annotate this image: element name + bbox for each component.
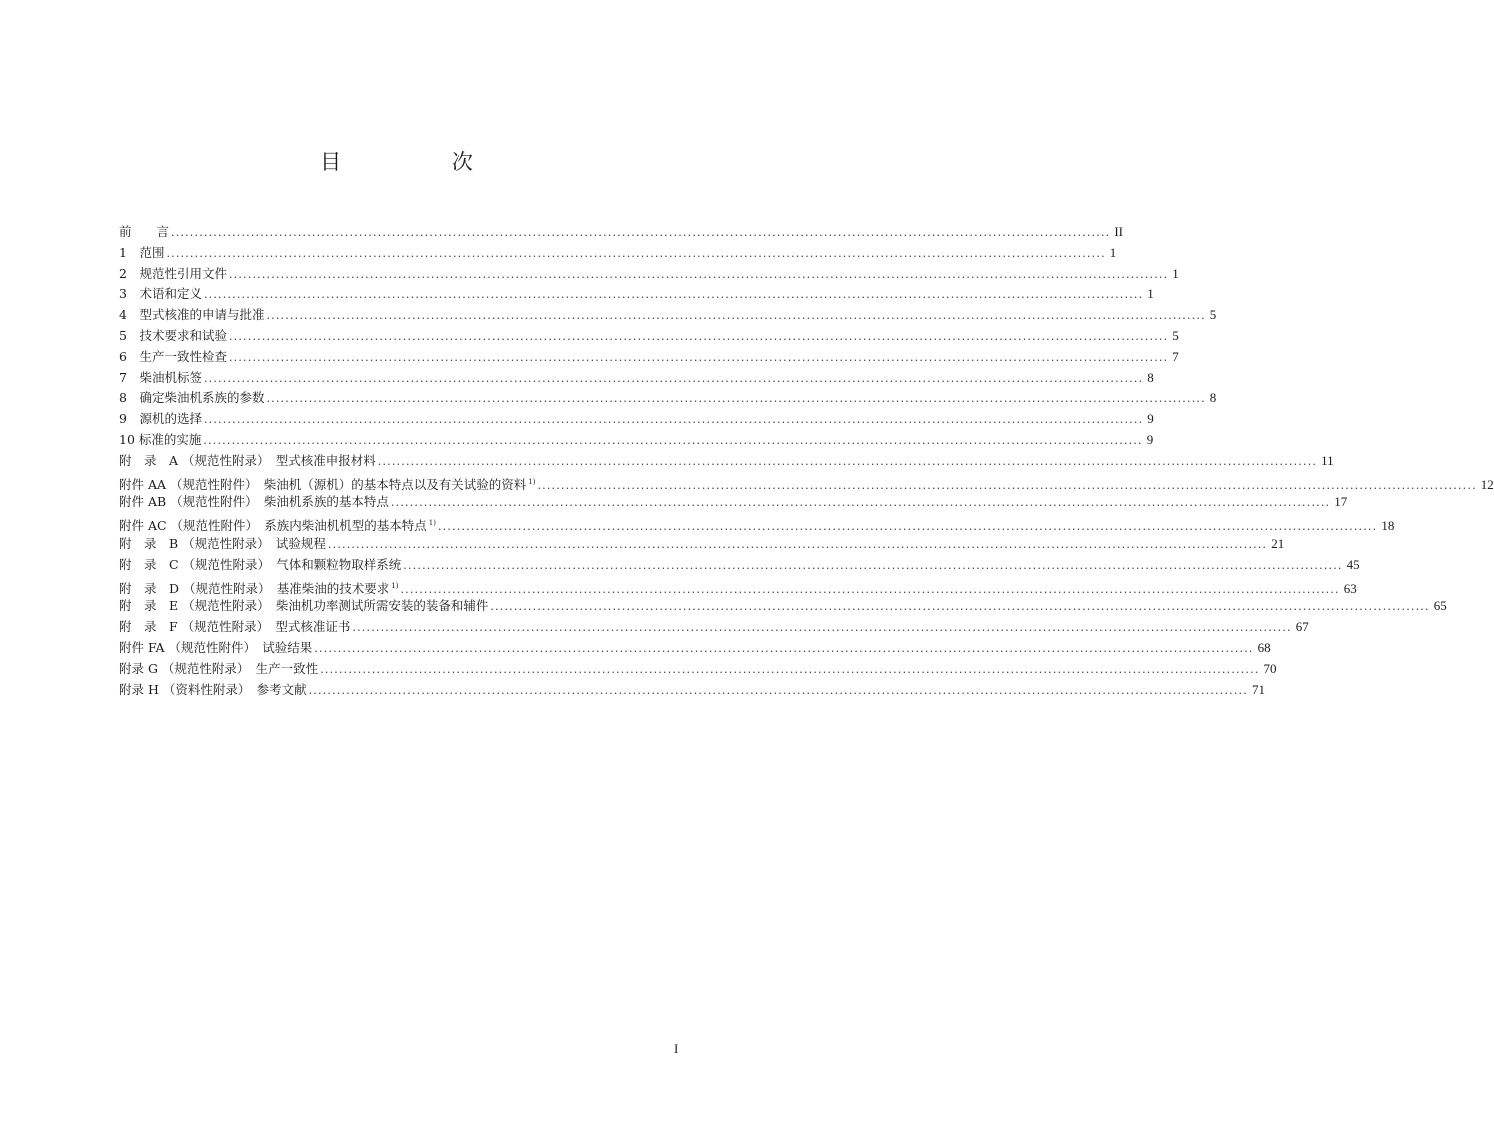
toc-entry-page: 5 <box>1209 307 1217 323</box>
toc-entry[interactable] <box>119 451 1334 472</box>
toc-entry-label: 附 录 B （规范性附录） 试验规程 <box>119 535 326 551</box>
page-title: 目 次 <box>320 150 525 174</box>
toc-entry-label: 附录 H （资料性附录） 参考文献 <box>119 681 307 697</box>
toc-entry-page: II <box>1114 224 1124 239</box>
toc-entry-label: 8 确定柴油机系族的参数 <box>119 390 265 406</box>
toc-entry[interactable] <box>119 534 1285 555</box>
toc-entry[interactable] <box>119 347 1179 368</box>
dot-leader: ........................................................................................................................................................................................................ <box>403 558 1343 572</box>
dot-leader: ........................................................................................................................................................................................................ <box>228 350 1169 364</box>
toc-entry-label: 7 柴油机标签 <box>119 369 202 385</box>
toc-entry-page: 17 <box>1334 494 1348 510</box>
toc-entry[interactable] <box>119 222 1124 243</box>
dot-leader: ........................................................................................................................................................................................................ <box>314 641 1254 655</box>
toc-entry[interactable] <box>119 430 1154 451</box>
toc-entry-page: 12 <box>1480 476 1494 492</box>
footnote-marker: 1) <box>428 519 436 528</box>
dot-leader: ........................................................................................................................................................................................................ <box>490 600 1430 614</box>
toc-entry[interactable] <box>119 368 1154 389</box>
toc-entry[interactable] <box>119 264 1179 285</box>
toc-entry-label: 6 生产一致性检查 <box>119 348 227 364</box>
toc-entry-page: 45 <box>1346 556 1360 572</box>
toc-entry-page: 1 <box>1109 244 1117 260</box>
dot-leader: ........................................................................................................................................................................................................ <box>228 329 1169 343</box>
toc-entry-label: 10 标准的实施 <box>119 431 202 447</box>
toc-entry-page: 71 <box>1251 681 1265 697</box>
dot-leader: ........................................................................................................................................................................................................ <box>203 433 1143 447</box>
toc-entry-label: 1 范围 <box>119 244 165 260</box>
toc-entry-page: 70 <box>1263 660 1277 676</box>
toc-entry[interactable] <box>119 659 1277 680</box>
dot-leader: ........................................................................................................................................................................................................ <box>377 454 1318 468</box>
toc-entry-label: 附件 FA （规范性附件） 试验结果 <box>119 639 313 655</box>
toc-entry[interactable] <box>119 472 1494 493</box>
toc-entry[interactable] <box>119 680 1265 701</box>
toc-entry-label: 附 录 C （规范性附录） 气体和颗粒物取样系统 <box>119 556 402 572</box>
toc-entry[interactable] <box>119 284 1154 305</box>
dot-leader: ........................................................................................................................................................................................................ <box>203 371 1144 385</box>
dot-leader: ........................................................................................................................................................................................................ <box>171 226 1111 239</box>
toc-entry-label: 附 录 A （规范性附录） 型式核准申报材料 <box>119 452 376 468</box>
toc-entry-label: 附 录 D （规范性附录） 基准柴油的技术要求 <box>119 580 390 596</box>
toc-entry-label: 附件 AA （规范性附件） 柴油机（源机）的基本特点以及有关试验的资料 <box>119 476 527 492</box>
dot-leader: ........................................................................................................................................................................................................ <box>203 288 1144 302</box>
toc-entry-page: 68 <box>1257 639 1271 655</box>
toc-entry-page: 63 <box>1343 580 1357 596</box>
toc-entry[interactable] <box>119 243 1117 264</box>
toc-entry-page: 21 <box>1271 535 1285 551</box>
toc-entry[interactable] <box>119 388 1217 409</box>
dot-leader: ........................................................................................................................................................................................................ <box>400 582 1340 596</box>
dot-leader: ........................................................................................................................................................................................................ <box>537 478 1477 492</box>
toc-entry[interactable] <box>119 409 1154 430</box>
table-of-contents <box>119 222 1494 700</box>
toc-entry-label: 附录 G （规范性附录） 生产一致性 <box>119 660 319 676</box>
toc-entry-page: 1 <box>1147 286 1154 302</box>
dot-leader: ........................................................................................................................................................................................................ <box>327 537 1268 551</box>
toc-entry-label: 5 技术要求和试验 <box>119 327 227 343</box>
toc-entry-page: 5 <box>1172 327 1179 343</box>
dot-leader: ........................................................................................................................................................................................................ <box>352 621 1292 635</box>
toc-entry-label: 附件 AC （规范性附件） 系族内柴油机机型的基本特点 <box>119 518 427 534</box>
toc-entry-page: 65 <box>1433 598 1447 614</box>
toc-entry[interactable] <box>119 305 1217 326</box>
dot-leader: ........................................................................................................................................................................................................ <box>203 413 1144 427</box>
toc-entry-label: 3 术语和定义 <box>119 286 202 302</box>
toc-entry-page: 67 <box>1295 619 1309 635</box>
dot-leader: ........................................................................................................................................................................................................ <box>228 267 1169 281</box>
toc-entry-label: 前 言 <box>119 224 170 239</box>
toc-entry-page: 9 <box>1147 411 1154 427</box>
toc-entry-page: 1 <box>1172 265 1179 281</box>
dot-leader: ........................................................................................................................................................................................................ <box>320 662 1260 676</box>
toc-entry[interactable] <box>119 555 1360 576</box>
toc-entry-page: 11 <box>1321 452 1334 468</box>
footnote-marker: 1) <box>391 581 399 590</box>
toc-entry-page: 9 <box>1146 431 1154 447</box>
toc-entry[interactable] <box>119 596 1447 617</box>
toc-entry-label: 9 源机的选择 <box>119 411 202 427</box>
toc-entry-page: 7 <box>1172 348 1179 364</box>
toc-entry[interactable] <box>119 576 1357 597</box>
toc-entry-page: 8 <box>1209 390 1217 406</box>
toc-entry-label: 4 型式核准的申请与批准 <box>119 307 265 323</box>
footnote-marker: 1) <box>528 477 536 486</box>
toc-entry-page: 18 <box>1381 518 1395 534</box>
toc-entry-label: 附 录 E （规范性附录） 柴油机功率测试所需安装的装备和辅件 <box>119 598 489 614</box>
toc-entry-label: 附 录 F （规范性附录） 型式核准证书 <box>119 619 351 635</box>
toc-entry[interactable] <box>119 326 1179 347</box>
dot-leader: ........................................................................................................................................................................................................ <box>266 309 1206 323</box>
toc-entry-page: 8 <box>1147 369 1154 385</box>
toc-entry[interactable] <box>119 617 1309 638</box>
toc-entry[interactable] <box>119 513 1395 534</box>
toc-entry[interactable] <box>119 492 1348 513</box>
dot-leader: ........................................................................................................................................................................................................ <box>390 496 1331 510</box>
dot-leader: ........................................................................................................................................................................................................ <box>166 246 1106 260</box>
dot-leader: ........................................................................................................................................................................................................ <box>437 520 1378 534</box>
toc-entry-label: 附件 AB （规范性附件） 柴油机系族的基本特点 <box>119 494 389 510</box>
toc-entry[interactable] <box>119 638 1271 659</box>
toc-entry-label: 2 规范性引用文件 <box>119 265 227 281</box>
dot-leader: ........................................................................................................................................................................................................ <box>266 392 1206 406</box>
page-number: I <box>674 1041 679 1056</box>
dot-leader: ........................................................................................................................................................................................................ <box>308 683 1248 697</box>
